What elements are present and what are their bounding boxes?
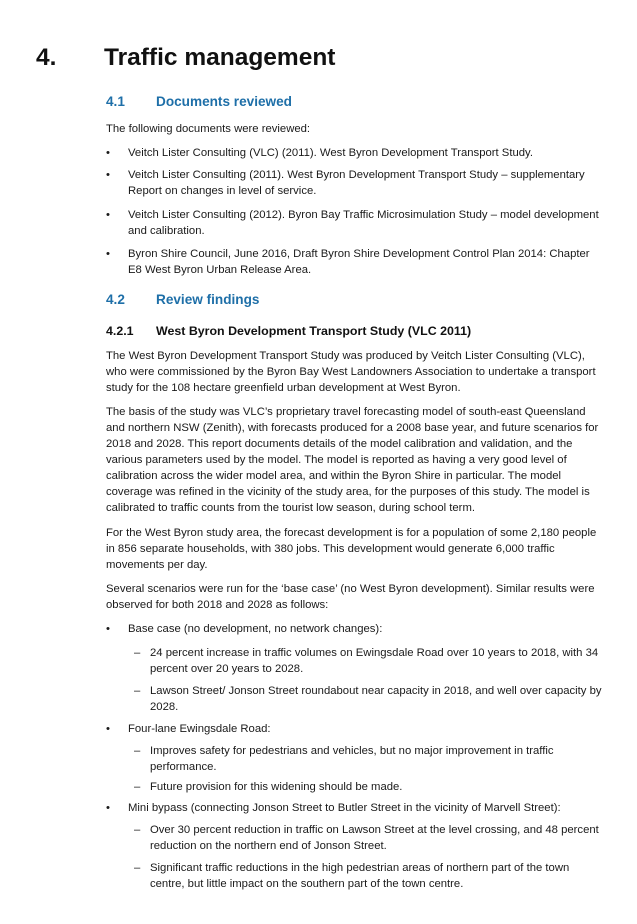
bullet-icon: • xyxy=(106,623,110,635)
document-reference: Veitch Lister Consulting (2011). West Byron Development Transport Study – supplementary Report on changes in level of service. xyxy=(128,169,585,197)
bullet-icon: • xyxy=(106,169,110,181)
subsection-title: Review findings xyxy=(156,292,260,307)
bullet-icon: • xyxy=(106,802,110,814)
scenario-item xyxy=(106,800,604,816)
body-paragraph: The West Byron Development Transport Study was produced by Veitch Lister Consulting (VLC), who were commissioned by the Byron Bay West Landowners Association to undertake a transport study for the 108 hectare greenfield urban development at West Byron. xyxy=(106,350,596,394)
bullet-icon: • xyxy=(106,723,110,735)
subsection-heading-4-2 xyxy=(106,292,259,307)
scenario-point-text: Improves safety for pedestrians and vehicles, but no major improvement in traffic performance. xyxy=(150,745,554,773)
intro-paragraph: The following documents were reviewed: xyxy=(106,123,311,135)
document-reference: Byron Shire Council, June 2016, Draft Byron Shire Development Control Plan 2014: Chapter E8 West Byron Urban Release Area. xyxy=(128,248,590,276)
scenario-item xyxy=(106,721,604,737)
document-list-item xyxy=(106,145,604,161)
subsection-heading-4-1 xyxy=(106,94,292,109)
document-reference: Veitch Lister Consulting (2012). Byron Bay Traffic Microsimulation Study – model development and calibration. xyxy=(128,209,599,237)
subsubsection-heading-4-2-1 xyxy=(106,324,471,338)
subsubsection-title: West Byron Development Transport Study (VLC 2011) xyxy=(156,324,472,338)
subsection-title: Documents reviewed xyxy=(156,94,292,109)
scenario-point-text: Lawson Street/ Jonson Street roundabout near capacity in 2018, and well over capacity by 2028. xyxy=(150,685,602,713)
scenario-point-text: 24 percent increase in traffic volumes on Ewingsdale Road over 10 years to 2018, with 34 percent over 20 years to 2028. xyxy=(150,647,599,675)
dash-icon: – xyxy=(134,685,141,697)
bullet-icon: • xyxy=(106,209,110,221)
subsection-number: 4.2 xyxy=(106,292,125,307)
scenario-point-text: Future provision for this widening should be made. xyxy=(150,781,403,793)
scenario-label: Four-lane Ewingsdale Road: xyxy=(128,723,271,735)
subsubsection-number: 4.2.1 xyxy=(106,324,134,338)
scenario-label: Mini bypass (connecting Jonson Street to Butler Street in the vicinity of Marvell Street): xyxy=(128,802,561,814)
scenario-point xyxy=(134,822,604,854)
scenario-point xyxy=(134,743,604,775)
scenario-label: Base case (no development, no network changes): xyxy=(128,623,383,635)
subsection-number: 4.1 xyxy=(106,94,125,109)
scenario-point-text: Significant traffic reductions in the high pedestrian areas of northern part of the town centre, but little impact on the southern part of the town centre. xyxy=(150,862,570,890)
scenario-point xyxy=(134,683,604,715)
document-list-item xyxy=(106,246,604,278)
document-reference: Veitch Lister Consulting (VLC) (2011). West Byron Development Transport Study. xyxy=(128,147,533,159)
scenario-point-text: Over 30 percent reduction in traffic on Lawson Street at the level crossing, and 48 percent reduction on the northern end of Jonson Street. xyxy=(150,824,599,852)
section-number: 4. xyxy=(36,44,57,71)
scenario-point xyxy=(134,860,604,892)
document-list-item xyxy=(106,167,604,199)
scenario-item xyxy=(106,621,604,637)
document-list-item xyxy=(106,207,604,239)
dash-icon: – xyxy=(134,824,141,836)
dash-icon: – xyxy=(134,862,141,874)
bullet-icon: • xyxy=(106,248,110,260)
section-title: Traffic management xyxy=(104,44,336,71)
bullet-icon: • xyxy=(106,147,110,159)
scenario-point xyxy=(134,645,604,677)
scenario-point xyxy=(134,779,604,795)
body-paragraph: The basis of the study was VLC’s proprietary travel forecasting model of south-east Queensland and northern NSW (Zenith), with forecasts produced for a 2008 base year, and future scenarios for 2018 and 2028. This report documents details of the model calibration and validation, and the various parameters used by the model. The model is reported as having a very good level of calibration across the wider model area, and within the Byron Shire in particular. The model coverage was refined in the vicinity of the study area, for the purposes of this study. The model is calibrated to traffic counts from the tourist low season, during school term. xyxy=(106,406,599,514)
body-paragraph: Several scenarios were run for the ‘base case’ (no West Byron development). Similar results were observed for both 2018 and 2028 as follows: xyxy=(106,583,595,611)
body-paragraph: For the West Byron study area, the forecast development is for a population of some 2,180 people in 856 separate households, with 380 jobs. This development would generate 6,000 traffic movements per day. xyxy=(106,527,597,571)
dash-icon: – xyxy=(134,647,141,659)
dash-icon: – xyxy=(134,745,141,757)
section-heading xyxy=(36,44,335,72)
dash-icon: – xyxy=(134,781,141,793)
